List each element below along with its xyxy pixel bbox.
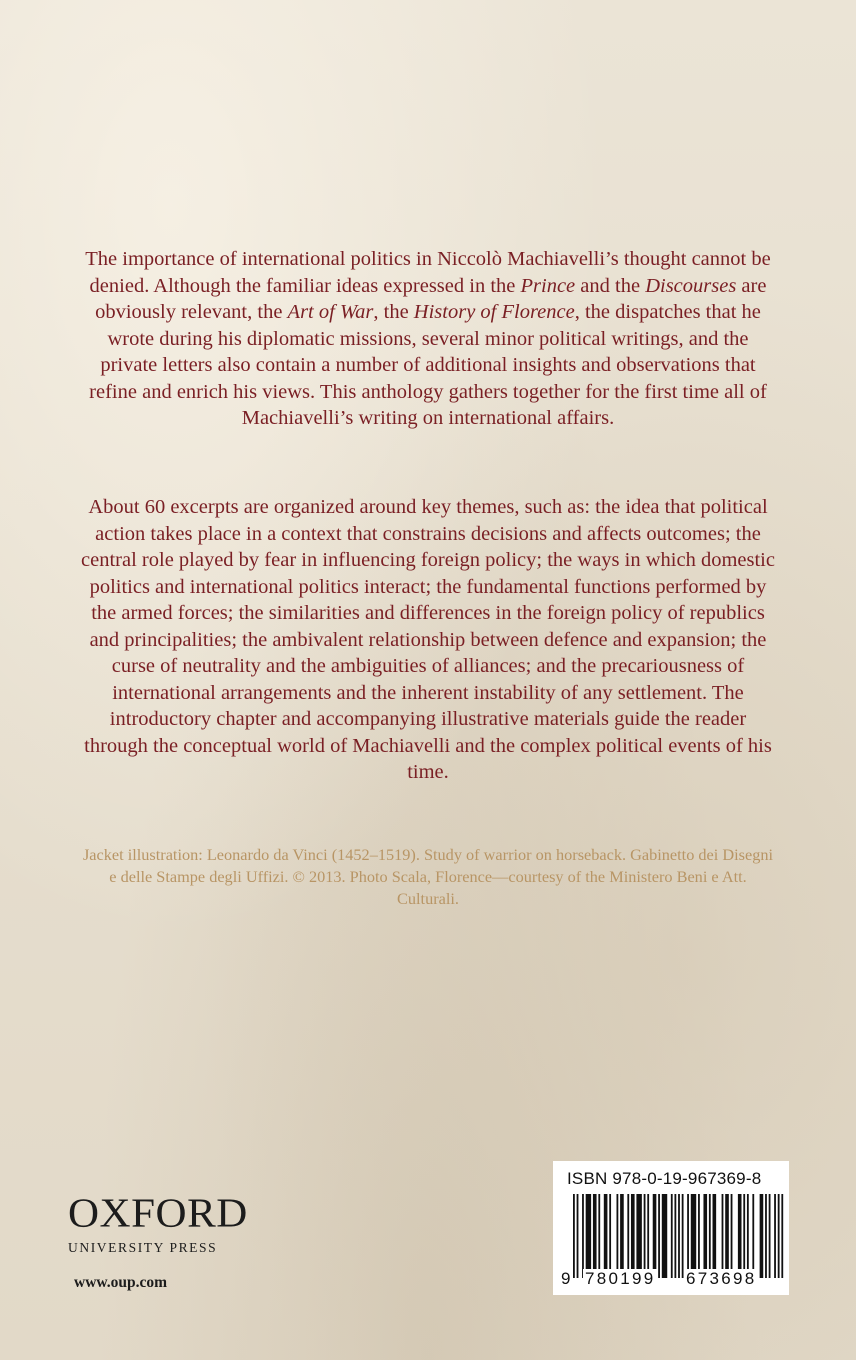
jacket-illustration-credit: Jacket illustration: Leonardo da Vinci (1452–1519). Study of warrior on horseback. Gabinetto dei Disegni e delle Stampe degli Uffizi. © 2013. Photo Scala, Florence—courtesy of the Ministero Beni e Att. Culturali. xyxy=(82,845,774,908)
blurb-text-segment: , the xyxy=(373,301,414,323)
blurb-paragraph-1 xyxy=(80,246,776,432)
blurb-text-segment: The importance of international politics in Niccolò Machiavelli’s thought cannot be denied. Although the familiar ideas expressed in the xyxy=(85,248,771,297)
blurb-text-segment: and the xyxy=(575,274,646,297)
italic-title: History of Florence xyxy=(413,301,575,323)
oxford-university-press-logo xyxy=(68,1193,288,1256)
blurb-text-segment: , the dispatches that he wrote during his diplomatic missions, several minor political writings, and the private letters also contain a number of additional insights and observations that refine and enrich his views. This anthology gathers together for the first time all of Machiavelli’s writing on international affairs. xyxy=(89,301,767,429)
publisher-subtitle: UNIVERSITY PRESS xyxy=(68,1240,218,1255)
italic-title: Art of War xyxy=(287,301,374,323)
blurb-paragraph-2: About 60 excerpts are organized around key themes, such as: the idea that political action takes place in a context that constrains decisions and affects outcomes; the central role played by fear in influencing foreign policy; the ways in which domestic politics and international politics interact; the fundamental functions performed by the armed forces; the similarities and differences in the foreign policy of republics and principalities; the ambivalent relationship between defence and expansion; the curse of neutrality and the ambiguities of alliances; and the precariousness of international arrangements and the inherent instability of any settlement. The introductory chapter and accompanying illustrative materials guide the reader through the conceptual world of Machiavelli and the complex political events of his time. xyxy=(81,496,775,783)
publisher-website: www.oup.com xyxy=(74,1274,168,1291)
italic-title: Prince xyxy=(520,274,576,297)
barcode-digits-right: 673698 xyxy=(686,1269,757,1288)
barcode-digit-first: 9 xyxy=(561,1269,571,1288)
italic-title: Discourses xyxy=(645,274,737,297)
barcode-digits-left: 780199 xyxy=(585,1269,656,1288)
isbn-barcode xyxy=(553,1161,789,1295)
publisher-wordmark: OXFORD xyxy=(68,1191,248,1236)
blurb-text-segment: are obviously relevant, the xyxy=(95,274,767,323)
isbn-label: ISBN 978-0-19-967369-8 xyxy=(567,1169,762,1188)
barcode-bars xyxy=(573,1194,785,1278)
